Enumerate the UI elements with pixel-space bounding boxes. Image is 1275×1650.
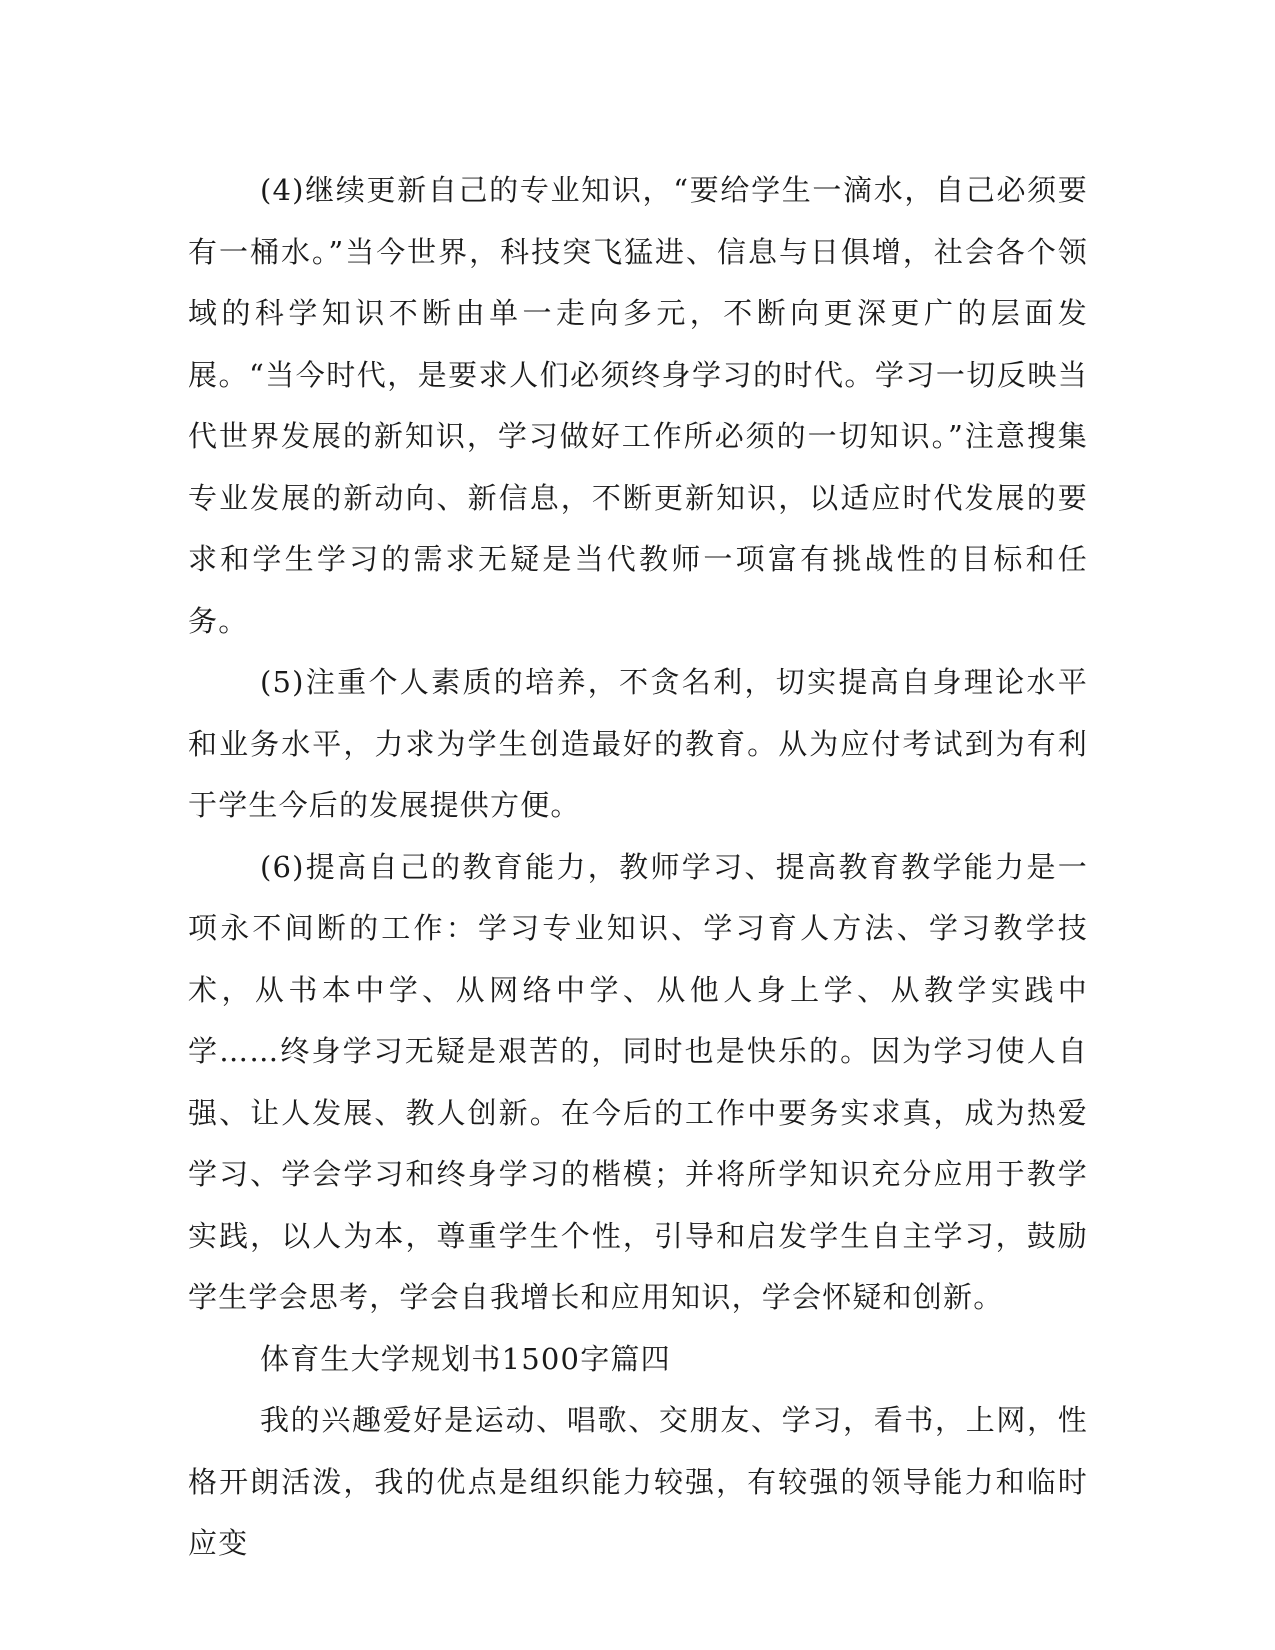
paragraph-5: (5)注重个人素质的培养，不贪名利，切实提高自身理论水平和业务水平，力求为学生创造最好的教育。从为应付考试到为有利于学生今后的发展提供方便。: [188, 665, 1088, 822]
intro-paragraph: 我的兴趣爱好是运动、唱歌、交朋友、学习，看书，上网，性格开朗活泼，我的优点是组织能力较强，有较强的领导能力和临时应变: [188, 1403, 1088, 1560]
section-heading: 体育生大学规划书1500字篇四: [260, 1341, 671, 1376]
paragraph-6: (6)提高自己的教育能力，教师学习、提高教育教学能力是一项永不间断的工作：学习专业知识、学习育人方法、学习教学技术，从书本中学、从网络中学、从他人身上学、从教学实践中学……终身学习无疑是艰苦的，同时也是快乐的。因为学习使人自强、让人发展、教人创新。在今后的工作中要务实求真，成为热爱学习、学会学习和终身学习的楷模；并将所学知识充分应用于教学实践，以人为本，尊重学生个性，引导和启发学生自主学习，鼓励学生学会思考，学会自我增长和应用知识，学会怀疑和创新。: [188, 849, 1088, 1314]
document-body: [188, 160, 1088, 1575]
paragraph-4: (4)继续更新自己的专业知识，“要给学生一滴水，自己必须要有一桶水。”当今世界，科技突飞猛进、信息与日俱增，社会各个领域的科学知识不断由单一走向多元，不断向更深更广的层面发展。“当今时代，是要求人们必须终身学习的时代。学习一切反映当代世界发展的新知识，学习做好工作所必须的一切知识。”注意搜集专业发展的新动向、新信息，不断更新知识，以适应时代发展的要求和学生学习的需求无疑是当代教师一项富有挑战性的目标和任务。: [188, 173, 1088, 638]
